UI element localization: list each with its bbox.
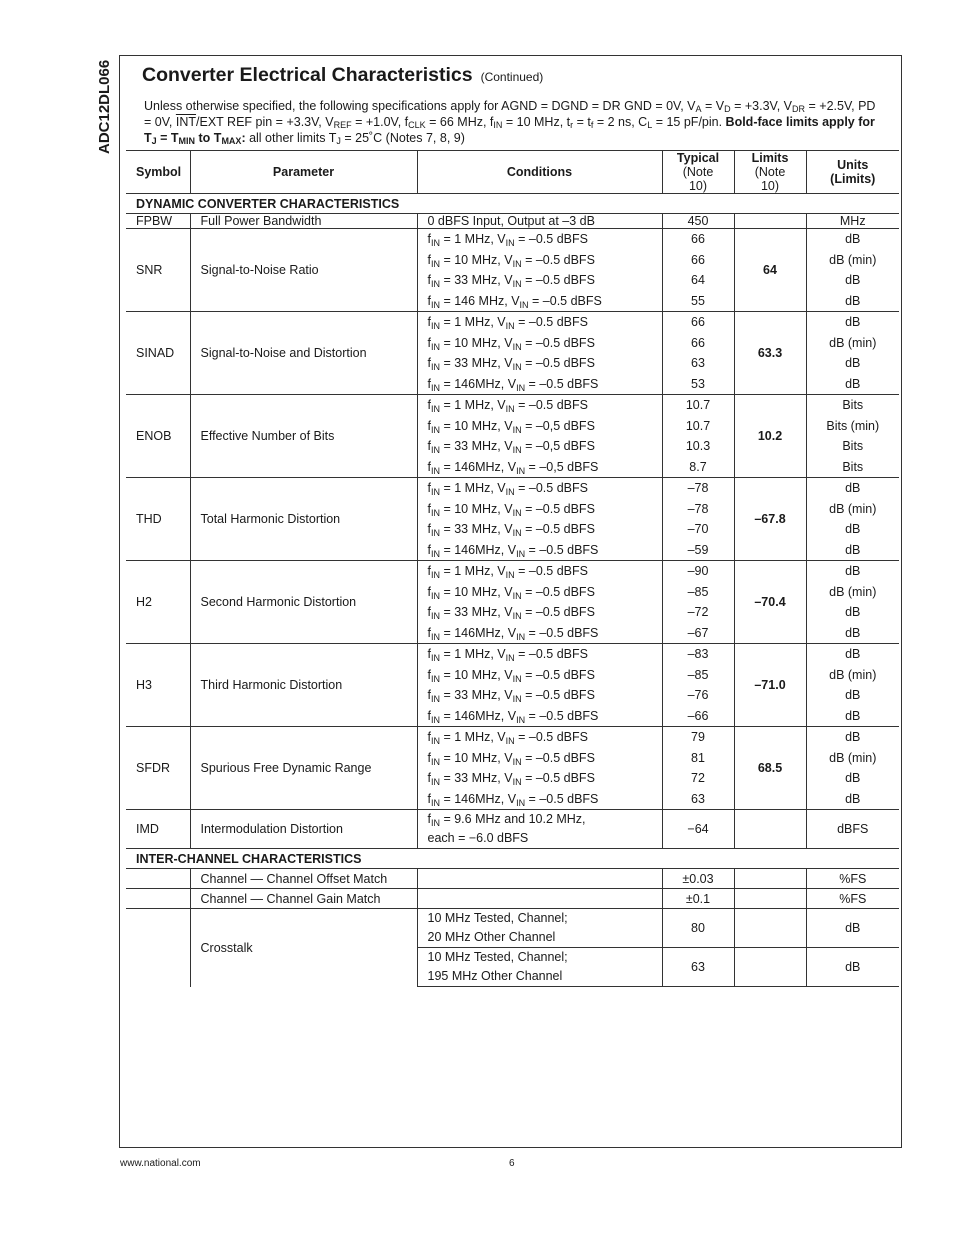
header-conditions: Conditions: [417, 151, 662, 194]
symbol-cell: SNR: [126, 229, 190, 312]
symbol-cell: SINAD: [126, 312, 190, 395]
limit-cell: 63.3: [734, 312, 806, 395]
units-cell: dB dB (min) dB dB: [806, 478, 899, 561]
units-cell: dB dB (min) dB dB: [806, 312, 899, 395]
limit-cell: –70.4: [734, 561, 806, 644]
conditions-cell: $f_{IN} = 1$ MHz, $V_{IN} = -0.5$ dBFS $f_{IN} = 10$ MHz, $V_{IN} = -0.5$ dBFS $f_{IN} = 33$ MHz, $V_{IN} = -0.5$ dBFS $f_{IN} = 146MHz$, $V_{IN} = -0.5$ dBFS: [417, 727, 662, 810]
title-note: (Continued): [480, 70, 544, 84]
footer-page-number: 6: [509, 1158, 515, 1169]
parameter-cell: Signal-to-Noise and Distortion: [190, 312, 417, 395]
parameter-cell: Effective Number of Bits: [190, 395, 417, 478]
header-parameter: Parameter: [190, 151, 417, 194]
symbol-cell: ENOB: [126, 395, 190, 478]
table-row-h2: [126, 561, 899, 644]
footer-website: www.national.com: [120, 1158, 201, 1169]
units-cell: Bits Bits (min) Bits Bits: [806, 395, 899, 478]
limit-cell: 68.5: [734, 727, 806, 810]
symbol-cell: H3: [126, 644, 190, 727]
conditions-cell: $f_{IN} = 1$ MHz, $V_{IN} = -0.5$ dBFS $f_{IN} = 10$ MHz, $V_{IN} = -0,5$ dBFS $f_{IN} = 33$ MHz, $V_{IN} = -0,5$ dBFS $f_{IN} = 146MHz$, $V_{IN} = -0,5$ dBFS: [417, 395, 662, 478]
limit-cell: –71.0: [734, 644, 806, 727]
limit-cell: 64: [734, 229, 806, 312]
typical-cell: 79 81 72 63: [662, 727, 734, 810]
side-part-number: ADC12DL066: [96, 59, 113, 154]
limit-cell: 10.2: [734, 395, 806, 478]
conditions-cell: $f_{IN} = 1$ MHz, $V_{IN} = -0.5$ dBFS $f_{IN} = 10$ MHz, $V_{IN} = -0.5$ dBFS $f_{IN} = 33$ MHz, $V_{IN} = -0.5$ dBFS $f_{IN} = 146MHz$, $V_{IN} = -0.5$ dBFS: [417, 644, 662, 727]
table-row: 10 MHz Tested, Channel; 195 MHz Other Channel 63 dB: [126, 948, 899, 987]
characteristics-table: [126, 150, 899, 987]
parameter-cell: Signal-to-Noise Ratio: [190, 229, 417, 312]
symbol-cell: SFDR: [126, 727, 190, 810]
typical-cell: 10.7 10.7 10.3 8.7: [662, 395, 734, 478]
table-row: IMD Intermodulation Distortion $f_{IN} = 9.6$ MHz and 10.2 MHz, each = −6.0 dBFS −64 dBFS: [126, 810, 899, 849]
typical-cell: –83 –85 –76 –66: [662, 644, 734, 727]
header-limits: Limits (Note 10): [734, 151, 806, 194]
table-row-snr: [126, 229, 899, 312]
units-cell: dB dB (min) dB dB: [806, 561, 899, 644]
header-units: Units (Limits): [806, 151, 899, 194]
typical-cell: –78 –78 –70 –59: [662, 478, 734, 561]
conditions-cell: $f_{IN} = 1$ MHz, $V_{IN} = -0.5$ dBFS $f_{IN} = 10$ MHz, $V_{IN} = -0.5$ dBFS $f_{IN} = 33$ MHz, $V_{IN} = -0.5$ dBFS $f_{IN} = 146MHz$, $V_{IN} = -0.5$ dBFS: [417, 312, 662, 395]
section-inter-channel: INTER-CHANNEL CHARACTERISTICS: [126, 849, 899, 869]
units-cell: dB dB (min) dB dB: [806, 229, 899, 312]
table-row: FPBW Full Power Bandwidth 0 dBFS Input, Output at –3 dB 450 MHz: [126, 214, 899, 229]
conditions-cell: $f_{IN} = 1$ MHz, $V_{IN} = -0.5$ dBFS $f_{IN} = 10$ MHz, $V_{IN} = -0.5$ dBFS $f_{IN} = 33$ MHz, $V_{IN} = -0.5$ dBFS $f_{IN} = 146MHz$, $V_{IN} = -0.5$ dBFS: [417, 478, 662, 561]
table-row: Channel — Channel Gain Match ±0.1 %FS: [126, 889, 899, 909]
typical-cell: 66 66 63 53: [662, 312, 734, 395]
units-cell: dB dB (min) dB dB: [806, 644, 899, 727]
table-row-sfdr: [126, 727, 899, 810]
limit-cell: –67.8: [734, 478, 806, 561]
table-row: Channel — Channel Offset Match ±0.03 %FS: [126, 869, 899, 889]
table-row-enob: [126, 395, 899, 478]
conditions-cell: $f_{IN} = 1$ MHz, $V_{IN} = -0.5$ dBFS $f_{IN} = 10$ MHz, $V_{IN} = -0.5$ dBFS $f_{IN} = 33$ MHz, $V_{IN} = -0.5$ dBFS $f_{IN} = 146$ MHz, $V_{IN} = -0.5$ dBFS: [417, 229, 662, 312]
intro-paragraph: Unless otherwise specified, the following specifications apply for AGND = DGND = DR GND = 0V, $V_A = V_D = +3.3V$, $V_{DR} = +2.5V$, PD = 0V, INT/EXT REF pin = +3.3V, $V_{REF} = +1.0V$, $f_{CLK} = 66$ MHz, $f_{IN} = 10$ MHz, $t_r = t_f = 2$ ns, $C_L = 15$ pF/pin. Bold-face limits apply for $T_J = T_{MIN}$ to $T_{MAX}$: all other limits $T_J$ = 25˚C (Notes 7, 8, 9): [144, 99, 876, 146]
header-row: [126, 151, 899, 194]
symbol-cell: THD: [126, 478, 190, 561]
typical-cell: –90 –85 –72 –67: [662, 561, 734, 644]
parameter-cell: Third Harmonic Distortion: [190, 644, 417, 727]
symbol-cell: H2: [126, 561, 190, 644]
page-title: Converter Electrical Characteristics (Continued): [142, 64, 544, 86]
parameter-cell: Total Harmonic Distortion: [190, 478, 417, 561]
table-row-thd: [126, 478, 899, 561]
typical-cell: 66 66 64 55: [662, 229, 734, 312]
table-row-h3: [126, 644, 899, 727]
header-typical: Typical (Note 10): [662, 151, 734, 194]
table-row: Crosstalk 10 MHz Tested, Channel; 20 MHz Other Channel 80 dB: [126, 909, 899, 948]
section-dynamic: DYNAMIC CONVERTER CHARACTERISTICS: [126, 194, 899, 214]
conditions-cell: $f_{IN} = 1$ MHz, $V_{IN} = -0.5$ dBFS $f_{IN} = 10$ MHz, $V_{IN} = -0.5$ dBFS $f_{IN} = 33$ MHz, $V_{IN} = -0.5$ dBFS $f_{IN} = 146MHz$, $V_{IN} = -0.5$ dBFS: [417, 561, 662, 644]
table-row-sinad: [126, 312, 899, 395]
header-symbol: Symbol: [126, 151, 190, 194]
units-cell: dB dB (min) dB dB: [806, 727, 899, 810]
parameter-cell: Spurious Free Dynamic Range: [190, 727, 417, 810]
parameter-cell: Second Harmonic Distortion: [190, 561, 417, 644]
